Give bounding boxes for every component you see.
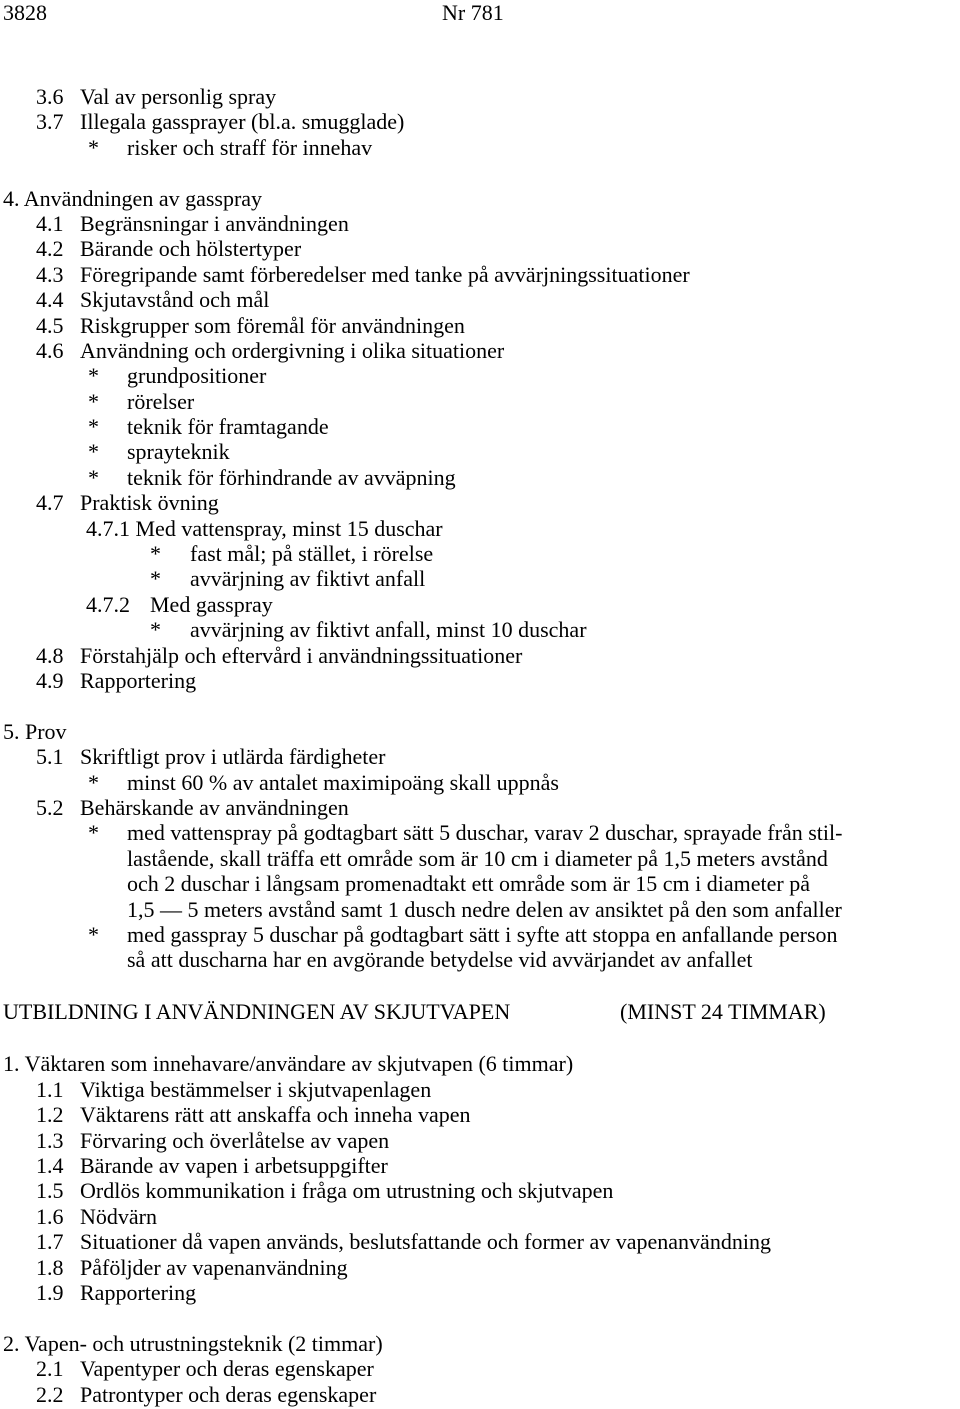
bullet-text: sprayteknik [127, 439, 230, 465]
outline-item [0, 490, 960, 515]
outline-item [0, 1077, 960, 1102]
outline-item [0, 1178, 960, 1203]
item-number: 1.4 [36, 1153, 64, 1179]
asterisk-bullet-icon: * [88, 820, 99, 846]
item-text: Praktisk övning [80, 490, 219, 516]
outline-item [0, 1229, 960, 1254]
item-number: 5.2 [36, 794, 64, 820]
bullet-item [0, 363, 960, 388]
outline-item [0, 1280, 960, 1305]
outline-item [0, 1382, 960, 1407]
blank-line [0, 1305, 960, 1330]
bullet-item [0, 465, 960, 490]
outline-item [0, 1128, 960, 1153]
outline-item [0, 262, 960, 287]
outline-item [0, 236, 960, 261]
outline-item [0, 1204, 960, 1229]
continuation-line [0, 846, 960, 871]
section-line [0, 1331, 960, 1356]
item-text: Ordlös kommunikation i fråga om utrustning och skjutvapen [80, 1178, 614, 1204]
document-body [0, 84, 960, 1407]
item-text: Skjutavstånd och mål [80, 287, 270, 313]
item-number: 4.9 [36, 667, 64, 693]
bullet-item [0, 770, 960, 795]
blank-line [0, 693, 960, 718]
bullet-item [0, 439, 960, 464]
outline-item [0, 84, 960, 109]
item-text: Rapportering [80, 1279, 197, 1305]
bullet-text: med vattenspray på godtagbart sätt 5 duschar, varav 2 duschar, sprayade från stil- [127, 820, 843, 846]
item-number: 4.2 [36, 236, 64, 262]
item-text: Patrontyper och deras egenskaper [80, 1381, 377, 1407]
asterisk-bullet-icon: * [88, 388, 99, 414]
bullet-text: minst 60 % av antalet maximipoäng skall uppnås [127, 769, 559, 795]
item-number: 4.4 [36, 287, 64, 313]
bullet-item [0, 389, 960, 414]
bullet-text-continued: så att duscharna har en avgörande betydelse vid avvärjandet av anfallet [127, 947, 753, 973]
outline-item [0, 313, 960, 338]
outline-item [0, 1255, 960, 1280]
outline-item [0, 211, 960, 236]
section-text: 2. Vapen- och utrustningsteknik (2 timmar) [3, 1330, 383, 1356]
section-text: 5. Prov [3, 718, 67, 744]
asterisk-bullet-icon: * [88, 464, 99, 490]
item-text: Bärande av vapen i arbetsuppgifter [80, 1153, 388, 1179]
item-text: Påföljder av vapenanvändning [80, 1254, 348, 1280]
item-text: Med gasspray [150, 591, 273, 617]
blank-line [0, 1026, 960, 1051]
blank-line [0, 160, 960, 185]
outline-item [0, 1153, 960, 1178]
bullet-text: teknik för förhindrande av avväpning [127, 464, 456, 490]
item-text: Bärande och hölstertyper [80, 236, 302, 262]
asterisk-bullet-icon: * [88, 921, 99, 947]
section-line [0, 516, 960, 541]
outline-item [0, 795, 960, 820]
item-number: 4.7 [36, 490, 64, 516]
outline-item [0, 338, 960, 363]
heading-text: UTBILDNING I ANVÄNDNINGEN AV SKJUTVAPEN [3, 999, 511, 1025]
item-text: Riskgrupper som föremål för användningen [80, 312, 465, 338]
outline-item [0, 668, 960, 693]
bullet-text-continued: lastående, skall träffa ett område som är 10 cm i diameter på 1,5 meters avstånd [127, 845, 828, 871]
item-number: 2.2 [36, 1381, 64, 1407]
outline-item [0, 744, 960, 769]
bullet-text: rörelser [127, 388, 195, 414]
bullet-item [0, 566, 960, 591]
section-line [0, 1051, 960, 1076]
item-number: 4.8 [36, 642, 64, 668]
bullet-item [0, 820, 960, 845]
item-number: 3.6 [36, 84, 64, 109]
item-text: Rapportering [80, 667, 197, 693]
continuation-line [0, 897, 960, 922]
item-text: Användning och ordergivning i olika situationer [80, 337, 505, 363]
item-number: 4.3 [36, 261, 64, 287]
bullet-text: grundpositioner [127, 363, 267, 389]
bullet-text-continued: 1,5 — 5 meters avstånd samt 1 dusch nedre delen av ansiktet på den som anfaller [127, 896, 842, 922]
outline-item [0, 1102, 960, 1127]
section-text: 4. Användningen av gasspray [3, 185, 263, 211]
bullet-item [0, 414, 960, 439]
asterisk-bullet-icon: * [88, 134, 99, 160]
page-header [0, 0, 960, 26]
item-number: 1.2 [36, 1102, 64, 1128]
continuation-line [0, 871, 960, 896]
section-heading [0, 998, 960, 1026]
item-text: Viktiga bestämmelser i skjutvapenlagen [80, 1076, 432, 1102]
bullet-item [0, 617, 960, 642]
asterisk-bullet-icon: * [88, 414, 99, 440]
item-text: Förvaring och överlåtelse av vapen [80, 1127, 390, 1153]
section-line [0, 186, 960, 211]
asterisk-bullet-icon: * [150, 541, 161, 567]
section-line [0, 719, 960, 744]
bullet-text: avvärjning av fiktivt anfall [190, 566, 426, 592]
asterisk-bullet-icon: * [88, 363, 99, 389]
item-text: Situationer då vapen används, beslutsfattande och former av vapenanvändning [80, 1229, 771, 1255]
item-text: Begränsningar i användningen [80, 210, 349, 236]
item-text: Val av personlig spray [80, 84, 277, 109]
item-number: 2.1 [36, 1356, 64, 1382]
item-number: 1.1 [36, 1076, 64, 1102]
asterisk-bullet-icon: * [88, 769, 99, 795]
outline-item [0, 109, 960, 134]
item-text: Förstahjälp och eftervård i användningssituationer [80, 642, 523, 668]
item-text: Väktarens rätt att anskaffa och inneha vapen [80, 1102, 471, 1128]
section-text: 4.7.1 Med vattenspray, minst 15 duschar [86, 515, 443, 541]
outline-item [0, 643, 960, 668]
item-text: Föregripande samt förberedelser med tanke på avvärjningssituationer [80, 261, 690, 287]
bullet-item [0, 541, 960, 566]
item-number: 1.3 [36, 1127, 64, 1153]
bullet-text-continued: och 2 duschar i långsam promenadtakt ett område som är 15 cm i diameter på [127, 871, 810, 897]
item-number: 4.7.2 [86, 591, 130, 617]
item-number: 3.7 [36, 109, 64, 135]
item-number: 4.1 [36, 210, 64, 236]
heading-hours: (MINST 24 TIMMAR) [620, 999, 826, 1025]
item-number: 5.1 [36, 744, 64, 770]
bullet-text: avvärjning av fiktivt anfall, minst 10 duschar [190, 617, 587, 643]
asterisk-bullet-icon: * [150, 617, 161, 643]
page-number: 3828 [3, 0, 47, 25]
asterisk-bullet-icon: * [88, 439, 99, 465]
item-text: Skriftligt prov i utlärda färdigheter [80, 744, 386, 770]
item-number: 4.5 [36, 312, 64, 338]
bullet-text: teknik för framtagande [127, 414, 329, 440]
asterisk-bullet-icon: * [150, 566, 161, 592]
item-number: 1.9 [36, 1279, 64, 1305]
bullet-text: med gasspray 5 duschar på godtagbart sätt i syfte att stoppa en anfallande person [127, 921, 838, 947]
section-text: 1. Väktaren som innehavare/användare av skjutvapen (6 timmar) [3, 1051, 574, 1077]
bullet-item [0, 922, 960, 947]
statute-number: Nr 781 [442, 0, 504, 25]
item-number: 1.8 [36, 1254, 64, 1280]
outline-item [0, 592, 960, 617]
item-number: 4.6 [36, 337, 64, 363]
item-number: 1.6 [36, 1203, 64, 1229]
item-number: 1.5 [36, 1178, 64, 1204]
item-text: Behärskande av användningen [80, 794, 349, 820]
item-text: Vapentyper och deras egenskaper [80, 1356, 374, 1382]
item-text: Nödvärn [80, 1203, 157, 1229]
bullet-item [0, 135, 960, 160]
continuation-line [0, 947, 960, 972]
outline-item [0, 1356, 960, 1381]
bullet-text: fast mål; på stället, i rörelse [190, 541, 434, 567]
item-number: 1.7 [36, 1229, 64, 1255]
outline-item [0, 287, 960, 312]
blank-line [0, 973, 960, 998]
bullet-text: risker och straff för innehav [127, 134, 373, 160]
item-text: Illegala gassprayer (bl.a. smugglade) [80, 109, 405, 135]
